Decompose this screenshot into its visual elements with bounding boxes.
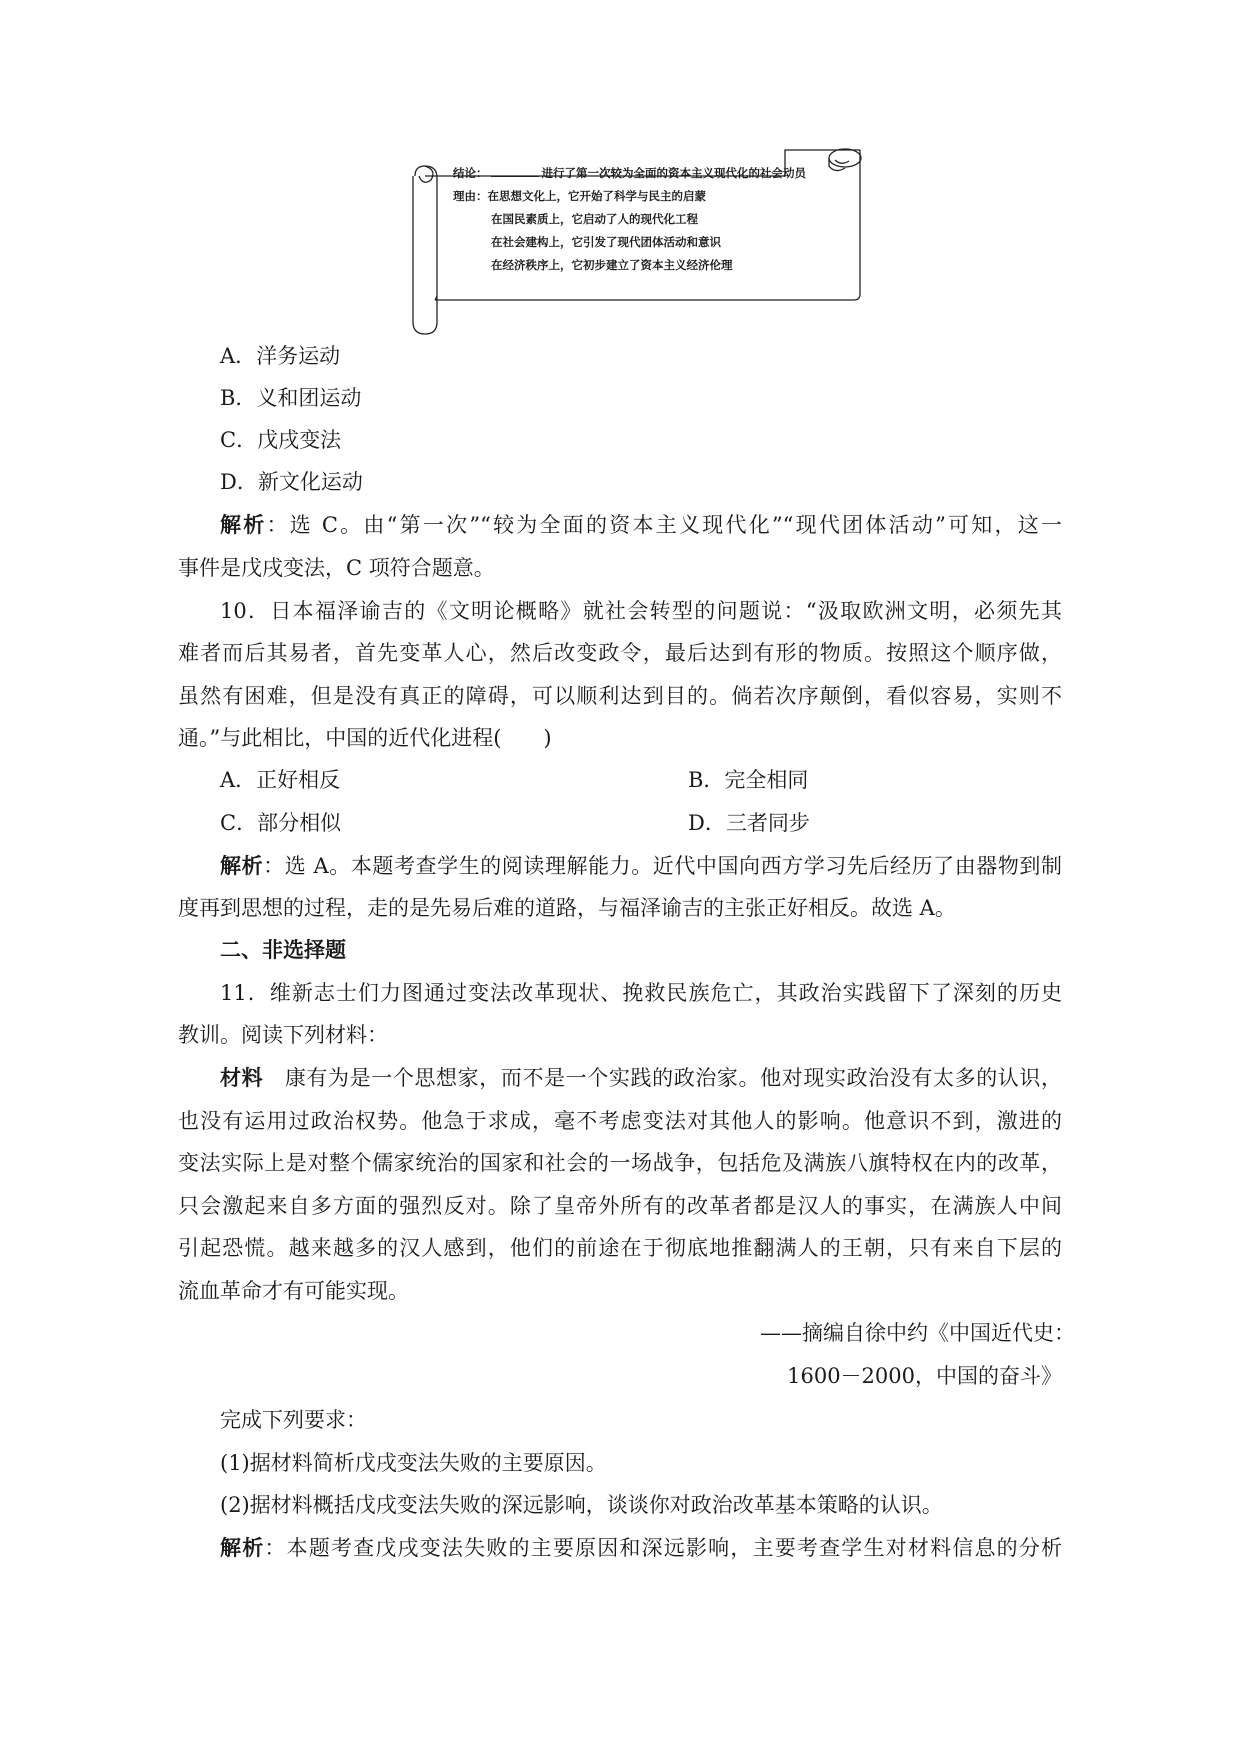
source-line-2: 1600－2000，中国的奋斗》	[787, 1364, 1062, 1388]
q10-stem-line-2: 难者而后其易者，首先变革人心，然后改变政令，最后达到有形的物质。按照这个顺序做，	[178, 641, 1062, 665]
q11-material-line-5: 引起恐慌。越来越多的汉人感到，他们的前途在于彻底地推翻满人的王朝，只有来自下层的	[178, 1236, 1062, 1260]
requirement-1: (1)据材料简析戊戌变法失败的主要原因。	[220, 1451, 607, 1475]
q10-analysis-line-2: 度再到思想的过程，走的是先易后难的道路，与福泽谕吉的主张正好相反。故选 A。	[178, 896, 956, 920]
reason-text: 在思想文化上，它开始了科学与民主的启蒙	[487, 189, 706, 203]
requirement-2: (2)据材料概括戊戌变法失败的深远影响，谈谈你对政治改革基本策略的认识。	[220, 1493, 943, 1517]
section-title: 二、非选择题	[220, 937, 346, 962]
q10-option-a: A．正好相反	[220, 768, 341, 792]
q11-material-line-3: 变法实际上是对整个儒家统治的国家和社会的一场战争，包括危及满族八旗特权在内的改革，	[178, 1151, 1062, 1175]
analysis-label: 解析	[220, 512, 267, 537]
q11-stem-line-2: 教训。阅读下列材料：	[178, 1023, 388, 1047]
q10-stem-line-3: 虽然有困难，但是没有真正的障碍，可以顺利达到目的。倘若次序颠倒，看似容易，实则不	[178, 684, 1062, 708]
analysis-label: 解析	[220, 853, 264, 878]
q10-option-d: D．三者同步	[688, 811, 810, 835]
conclusion-text: 进行了第一次较为全面的资本主义现代化的社会动员	[541, 166, 806, 180]
q10-option-c: C．部分相似	[220, 811, 342, 835]
scroll-reason-4: 在经济秩序上，它初步建立了资本主义经济伦理	[491, 258, 733, 272]
requirement-intro: 完成下列要求：	[220, 1408, 367, 1432]
source-line-1: ——摘编自徐中约《中国近代史：	[760, 1321, 1075, 1345]
scroll-conclusion	[453, 165, 806, 181]
q9-option-c: C．戊戌变法	[220, 428, 342, 452]
q9-analysis-line-1	[220, 510, 1062, 540]
q10-analysis-line-1	[220, 851, 1062, 881]
analysis-label: 解析	[220, 1535, 265, 1560]
q11-stem-line-1: 11．维新志士们力图通过变法改革现状、挽救民族危亡，其政治实践留下了深刻的历史	[220, 981, 1062, 1005]
material-label: 材料	[220, 1065, 264, 1090]
q9-option-b: B．义和团运动	[220, 386, 362, 410]
analysis-text: ：选 C。由“第一次”“较为全面的资本主义现代化”“现代团体活动”可知，这一	[266, 513, 1063, 537]
q11-material-line-4: 只会激起来自多方面的强烈反对。除了皇帝外所有的改革者都是汉人的事实，在满族人中间	[178, 1194, 1062, 1218]
q10-option-b: B．完全相同	[688, 768, 809, 792]
q11-analysis-line-1	[220, 1533, 1062, 1563]
scroll-reason-1	[453, 188, 706, 204]
q9-analysis-line-2: 事件是戊戌变法，C 项符合题意。	[178, 556, 495, 580]
scroll-reason-2: 在国民素质上，它启动了人的现代化工程	[491, 212, 698, 226]
q11-material-line-6: 流血革命才有可能实现。	[178, 1279, 409, 1303]
q10-stem-line-4: 通。”与此相比，中国的近代化进程( )	[178, 726, 552, 750]
scroll-reason-3: 在社会建构上，它引发了现代团体活动和意识	[491, 235, 721, 249]
q9-option-a: A．洋务运动	[220, 344, 341, 368]
q9-option-d: D．新文化运动	[220, 470, 363, 494]
material-text: 康有为是一个思想家，而不是一个实践的政治家。他对现实政治没有太多的认识，	[263, 1066, 1063, 1090]
conclusion-blank	[491, 166, 539, 177]
conclusion-label: 结论：	[453, 166, 488, 180]
q10-stem-line-1: 10．日本福泽谕吉的《文明论概略》就社会转型的问题说：“汲取欧洲文明，必须先其	[220, 599, 1062, 623]
q11-material-line-1	[220, 1063, 1062, 1093]
q11-material-line-2: 也没有运用过政治权势。他急于求成，毫不考虑变法对其他人的影响。他意识不到，激进的	[178, 1109, 1062, 1133]
reason-label: 理由：	[453, 189, 488, 203]
analysis-text: ：本题考查戊戌变法失败的主要原因和深远影响，主要考查学生对材料信息的分析	[264, 1536, 1063, 1560]
analysis-text: ：选 A。本题考查学生的阅读理解能力。近代中国向西方学习先后经历了由器物到制	[263, 854, 1062, 878]
scroll-illustration	[405, 146, 875, 336]
